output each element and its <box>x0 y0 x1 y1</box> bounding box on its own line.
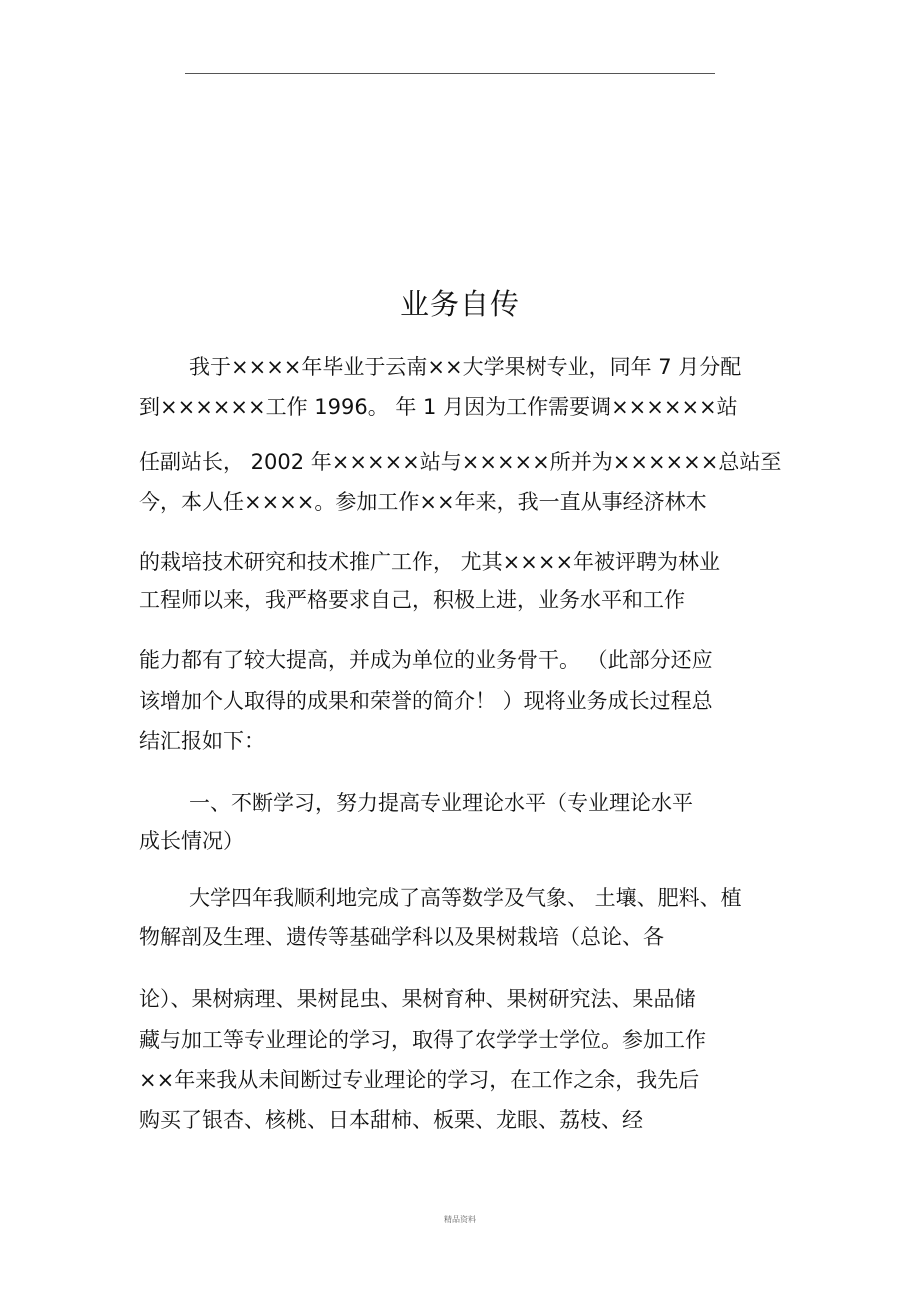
section-heading: 一、不断学习，努力提高专业理论水平（专业理论水平 <box>189 791 693 815</box>
paragraph-line: 今，本人任××××。参加工作××年来，我一直从事经济林木 <box>139 490 707 514</box>
paragraph-line: 的栽培技术研究和技术推广工作， 尤其××××年被评聘为林业 <box>139 550 721 574</box>
paragraph-line: 物解剖及生理、遗传等基础学科以及果树栽培（总论、各 <box>139 925 664 949</box>
paragraph-line: 结汇报如下： <box>139 729 265 753</box>
paragraph-line: 购买了银杏、核桃、日本甜柿、板栗、龙眼、荔枝、经 <box>139 1108 643 1132</box>
page-title: 业务自传 <box>399 287 520 321</box>
paragraph-line: 能力都有了较大提高，并成为单位的业务骨干。 （此部分还应 <box>139 648 713 672</box>
paragraph-line: 该增加个人取得的成果和荣誉的简介！ ）现将业务成长过程总 <box>139 689 713 713</box>
paragraph-line: 大学四年我顺利地完成了高等数学及气象、 土壤、肥料、植 <box>189 886 742 910</box>
paragraph-line: 藏与加工等专业理论的学习，取得了农学学士学位。参加工作 <box>139 1028 706 1052</box>
section-heading: 成长情况） <box>139 829 244 853</box>
paragraph-line: 我于××××年毕业于云南××大学果树专业，同年 7 月分配 <box>189 355 742 379</box>
paragraph-line: 工程师以来，我严格要求自己，积极上进，业务水平和工作 <box>139 588 685 612</box>
header-rule <box>185 73 715 74</box>
paragraph-line: ××年来我从未间断过专业理论的学习，在工作之余，我先后 <box>139 1068 700 1092</box>
paragraph-line: 任副站长， 2002 年×××××站与×××××所并为××××××总站至 <box>139 450 782 474</box>
page-footer: 精品资料 <box>444 1215 476 1224</box>
paragraph-line: 到××××××工作 1996。 年 1 月因为工作需要调××××××站 <box>139 395 738 419</box>
paragraph-line: 论）、果树病理、果树昆虫、果树育种、果树研究法、果品储 <box>139 987 696 1011</box>
